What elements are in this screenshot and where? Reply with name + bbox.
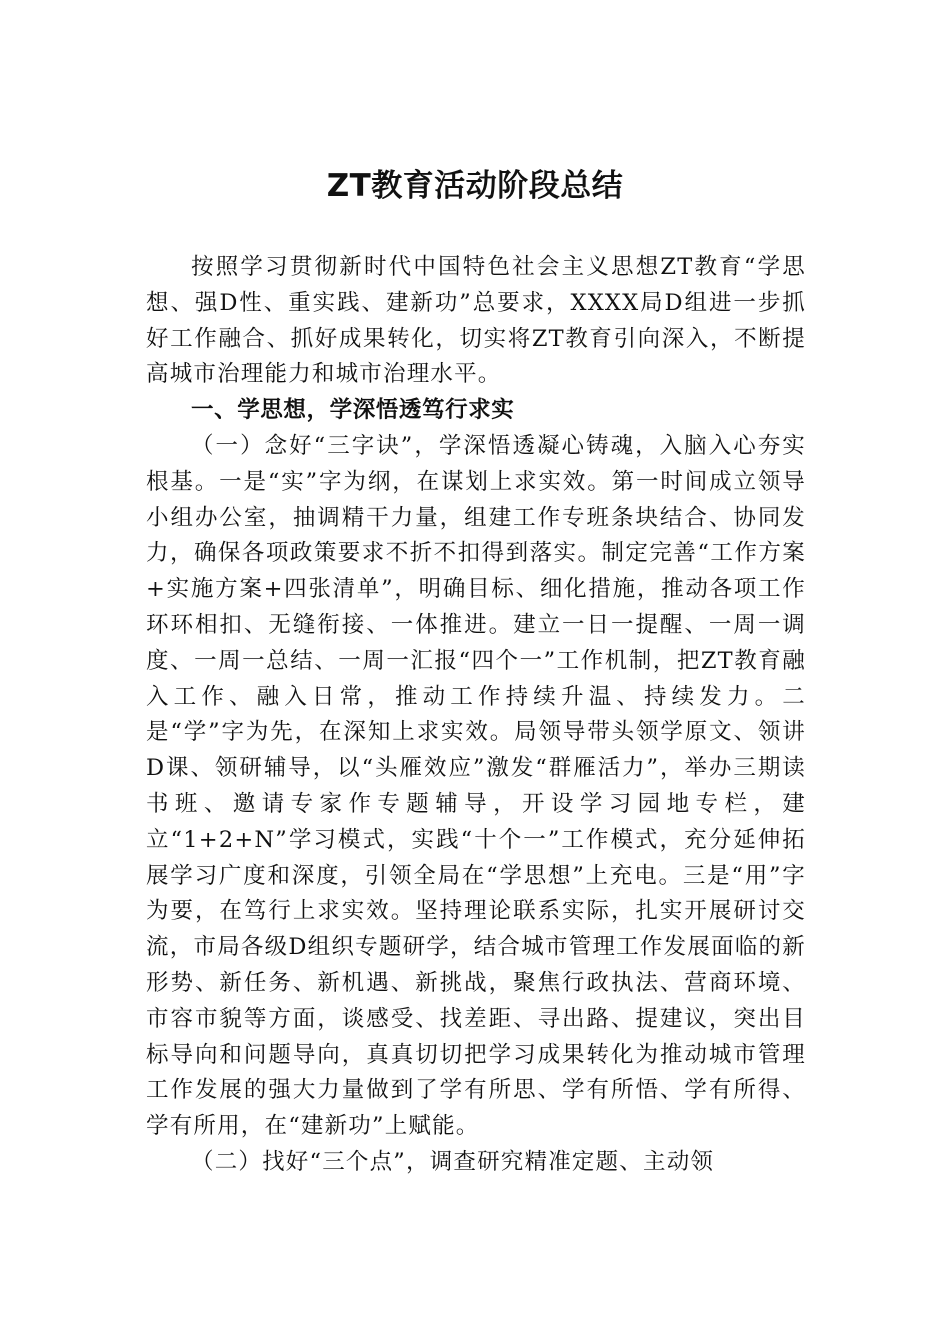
section-heading-1: 一、学思想，学深悟透笃行求实 [191,397,515,424]
document-title: ZT教育活动阶段总结 [326,168,624,204]
subsection-paragraph-2: （二）找好“三个点”，调查研究精准定题、主动领 [191,1148,715,1175]
subsection-paragraph-1: （一）念好“三字诀”，学深悟透凝心铸魂，入脑入心夯实根基。一是“实”字为纲，在谋划上求实效。第一时间成立领导小组办公室，抽调精干力量，组建工作专班条块结合、协同发力，确保各项政策要求不折不扣得到落实。制定完善“工作方案+实施方案+四张清单”，明确目标、细化措施，推动各项工作环环相扣、无缝衔接、一体推进。建立一日一提醒、一周一调度、一周一总结、一周一汇报“四个一”工作机制，把ZT教育融入工作、融入日常，推动工作持续升温、持续发力。二是“学”字为先，在深知上求实效。局领导带头领学原文、领讲D课、领研辅导，以“头雁效应”激发“群雁活力”，举办三期读书班、邀请专家作专题辅导，开设学习园地专栏，建立“1+2+N”学习模式，实践“十个一”工作模式，充分延伸拓展学习广度和深度，引领全局在“学思想”上充电。三是“用”字为要，在笃行上求实效。坚持理论联系实际，扎实开展研讨交流，市局各级D组织专题研学，结合城市管理工作发展面临的新形势、新任务、新机遇、新挑战，聚焦行政执法、营商环境、市容市貌等方面，谈感受、找差距、寻出路、提建议，突出目标导向和问题导向，真真切切把学习成果转化为推动城市管理工作发展的强大力量做到了学有所思、学有所悟、学有所得、学有所用，在“建新功”上赋能。 [146,432,806,1140]
intro-paragraph: 按照学习贯彻新时代中国特色社会主义思想ZT教育“学思想、强D性、重实践、建新功”总要求，XXXX局D组进一步抓好工作融合、抓好成果转化，切实将ZT教育引向深入，不断提高城市治理能力和城市治理水平。 [146,254,806,388]
document-body [146,250,806,1181]
